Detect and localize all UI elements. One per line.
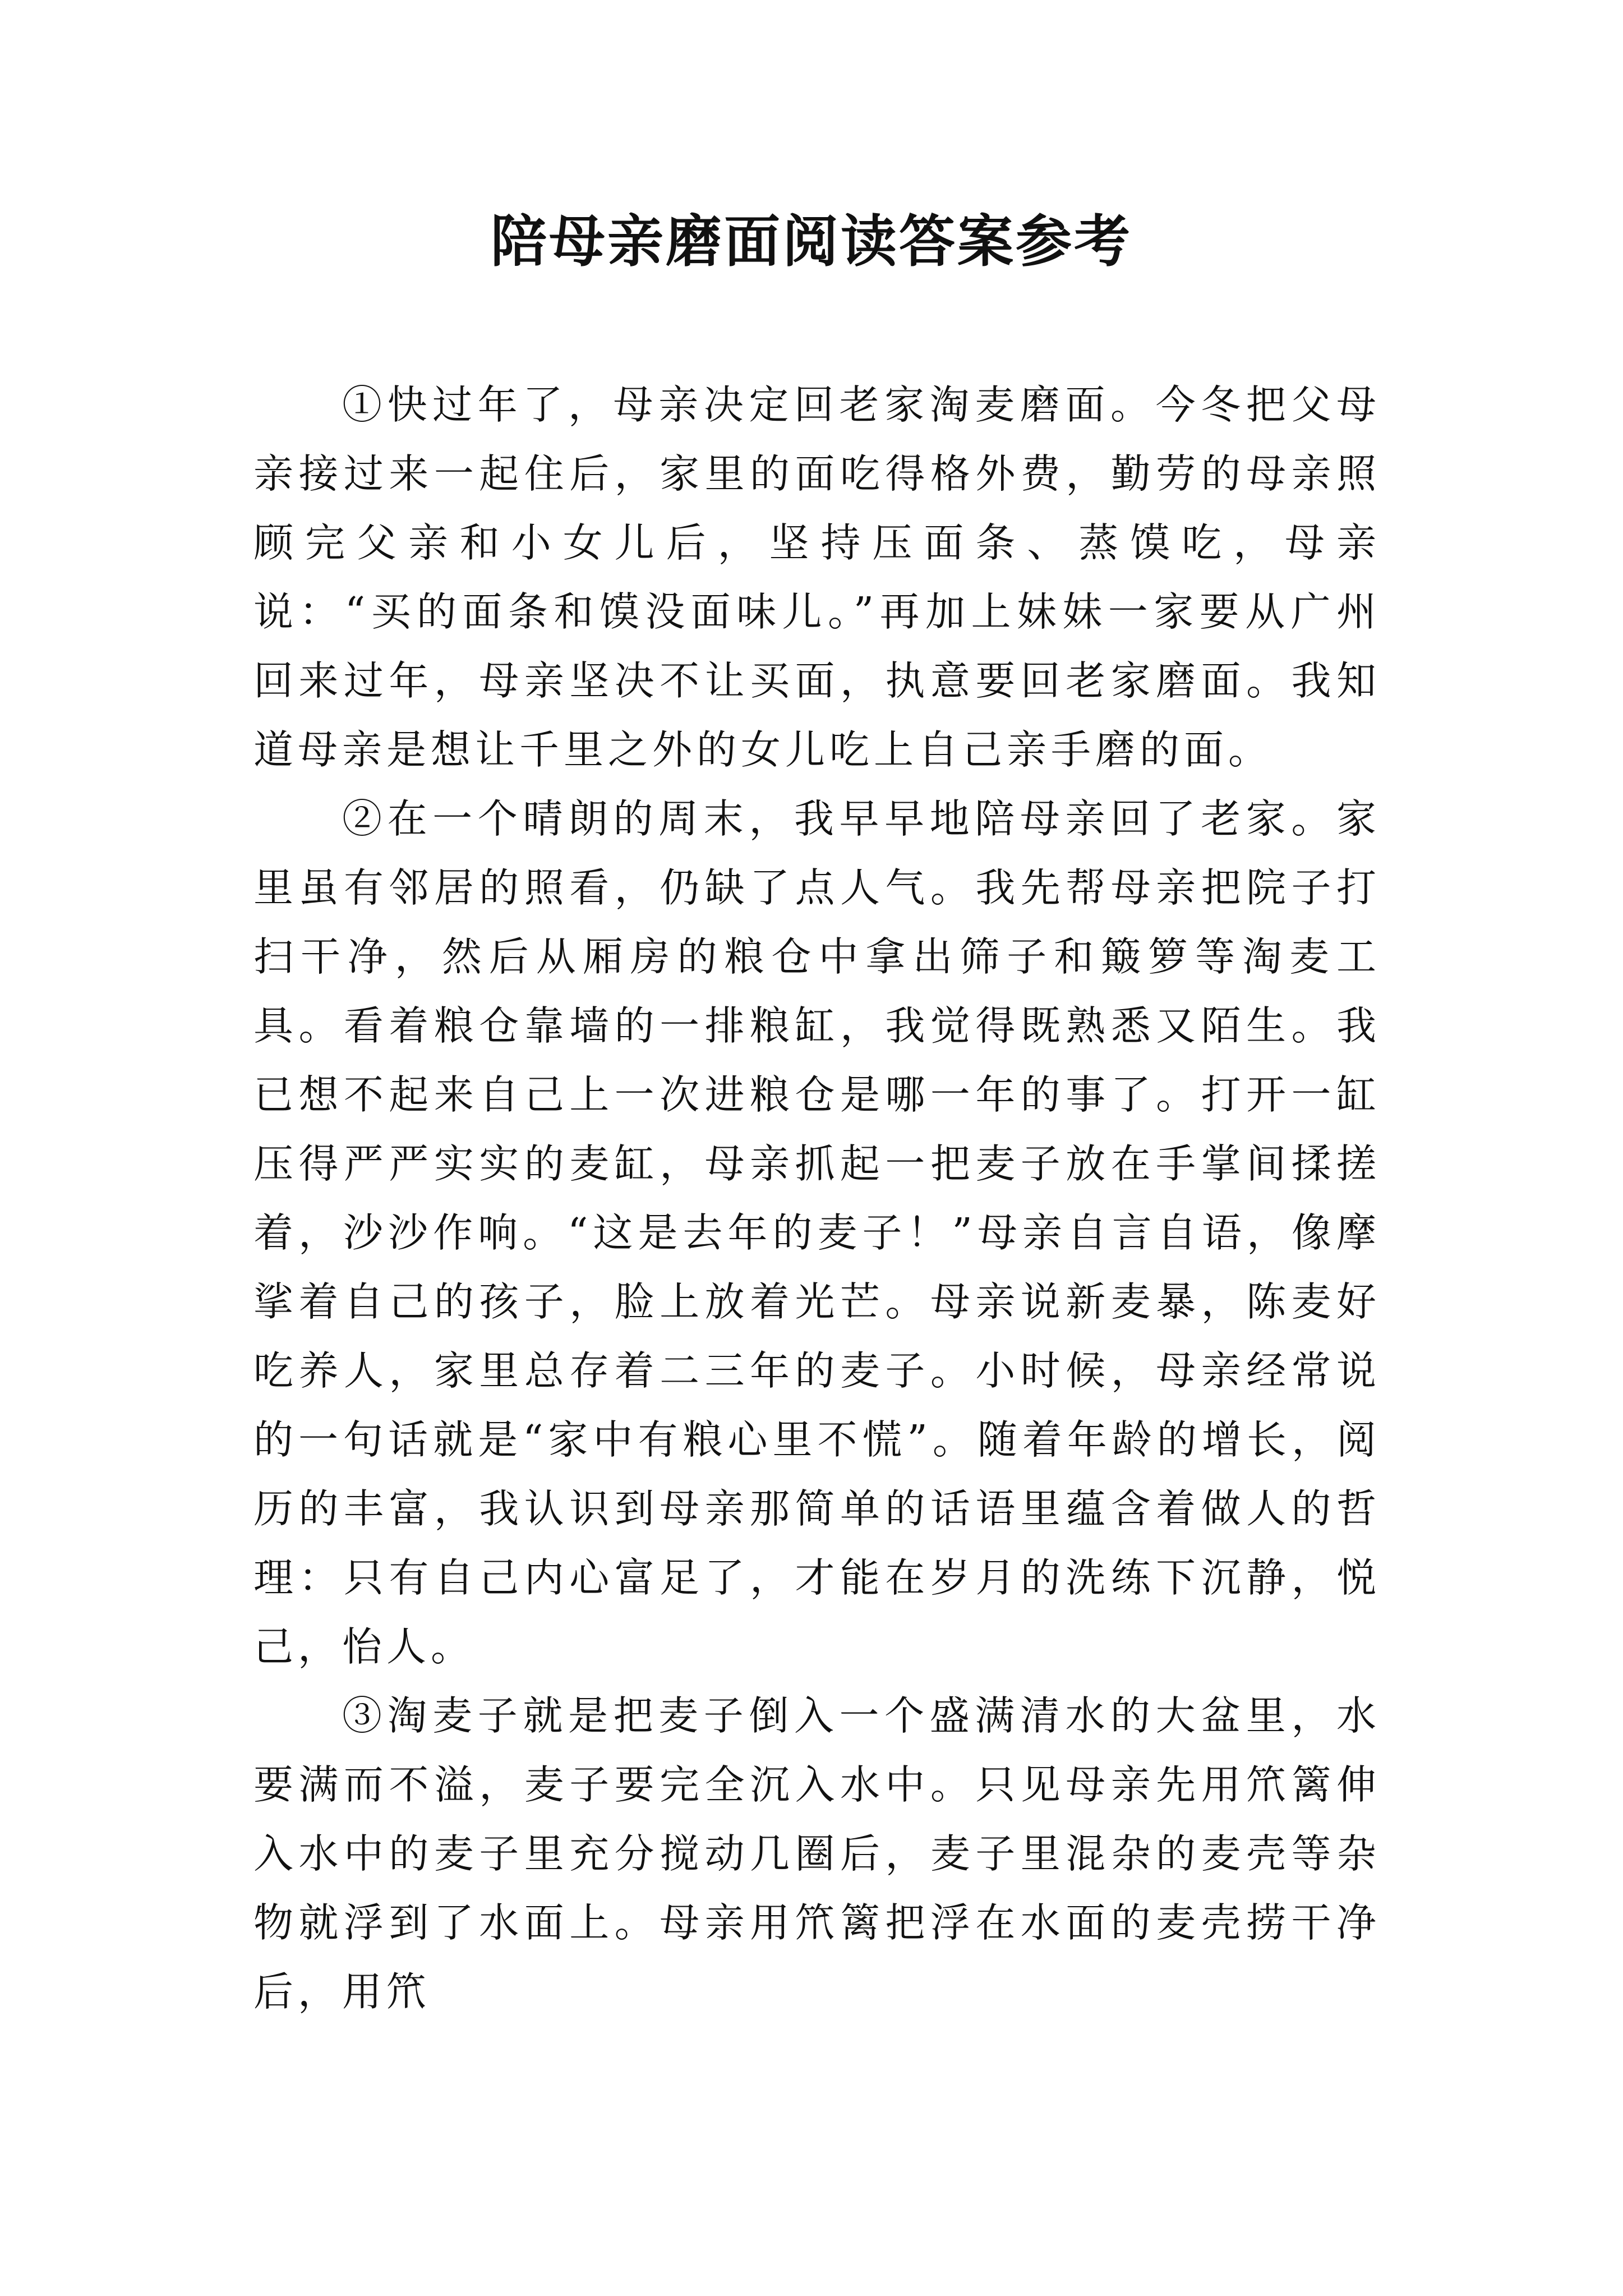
document-title: 陪母亲磨面阅读答案参考	[491, 208, 1132, 274]
paragraph-3: ③淘麦子就是把麦子倒入一个盛满清水的大盆里，水要满而不溢，麦子要完全沉入水中。只见母亲先用笊篱伸入水中的麦子里充分搅动几圈后，麦子里混杂的麦壳等杂物就浮到了水面上。母亲用笊篱把浮在水面的麦壳捞干净后，用笊	[253, 1692, 1381, 2015]
paragraph-2: ②在一个晴朗的周末，我早早地陪母亲回了老家。家里虽有邻居的照看，仍缺了点人气。我先帮母亲把院子打扫干净，然后从厢房的粮仓中拿出筛子和簸箩等淘麦工具。看着粮仓靠墙的一排粮缸，我觉得既熟悉又陌生。我已想不起来自己上一次进粮仓是哪一年的事了。打开一缸压得严严实实的麦缸，母亲抓起一把麦子放在手掌间揉搓着，沙沙作响。“这是去年的麦子！”母亲自言自语，像摩挲着自己的孩子，脸上放着光芒。母亲说新麦暴，陈麦好吃养人，家里总存着二三年的麦子。小时候，母亲经常说的一句话就是“家中有粮心里不慌”。随着年龄的增长，阅历的丰富，我认识到母亲那简单的话语里蕴含着做人的哲理：只有自己内心富足了，才能在岁月的洗练下沉静，悦己，怡人。	[253, 795, 1381, 1670]
paragraph-1: ①快过年了，母亲决定回老家淘麦磨面。今冬把父母亲接过来一起住后，家里的面吃得格外费，勤劳的母亲照顾完父亲和小女儿后，坚持压面条、蒸馍吃，母亲说：“买的面条和馍没面味儿。”再加上妹妹一家要从广州回来过年，母亲坚决不让买面，执意要回老家磨面。我知道母亲是想让千里之外的女儿吃上自己亲手磨的面。	[253, 381, 1381, 773]
document-body	[253, 370, 1381, 2026]
